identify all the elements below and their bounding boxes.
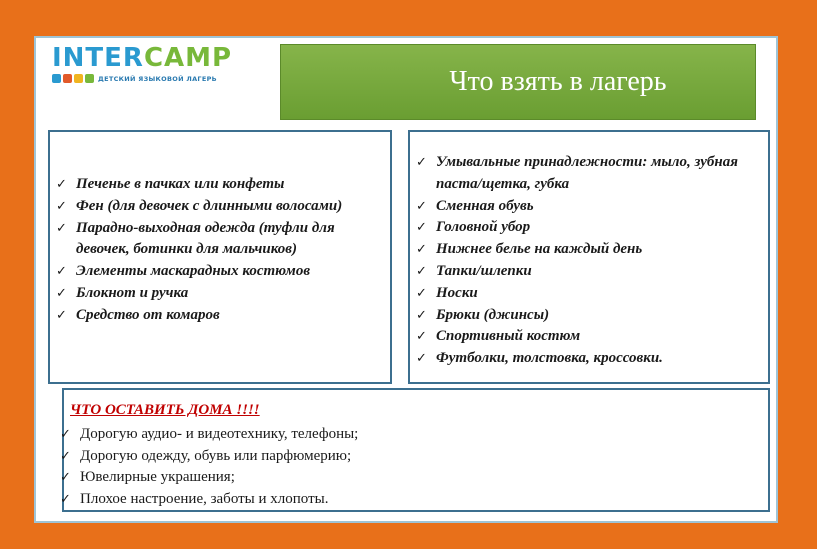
check-icon: ✓	[416, 198, 427, 214]
check-icon: ✓	[56, 220, 67, 236]
list-item	[50, 196, 380, 218]
list-item	[50, 283, 380, 305]
list-item	[50, 305, 380, 327]
list-item	[410, 239, 760, 261]
list-item	[410, 348, 760, 370]
logo-square-icon	[74, 74, 83, 83]
list-item-text: Футболки, толстовка, кроссовки.	[436, 350, 663, 367]
check-icon: ✓	[56, 177, 67, 192]
check-icon: ✓	[416, 285, 427, 301]
left-checklist	[50, 174, 380, 327]
check-icon: ✓	[60, 491, 71, 507]
check-icon: ✓	[416, 351, 427, 367]
list-item-text: Спортивный костюм	[436, 328, 581, 345]
logo-word-inter: INTER	[52, 43, 144, 73]
logo-square-icon	[63, 74, 72, 83]
check-icon: ✓	[60, 470, 71, 486]
check-icon: ✓	[56, 307, 67, 323]
list-item-text: Плохое настроение, заботы и хлопоты.	[80, 490, 329, 507]
list-item-text: Фен (для девочек с длинными волосами)	[76, 197, 343, 214]
list-item	[410, 283, 760, 305]
list-item-text: Головной убор	[436, 219, 531, 236]
slide	[34, 36, 778, 523]
leave-at-home-box	[62, 388, 770, 512]
list-item	[54, 467, 734, 489]
list-item	[54, 446, 734, 468]
logo-square-icon	[52, 74, 61, 83]
list-item	[50, 261, 380, 283]
check-icon: ✓	[416, 307, 427, 323]
list-item	[54, 424, 734, 446]
list-item-text: Элементы маскарадных костюмов	[76, 263, 311, 280]
list-item	[50, 174, 380, 196]
list-item-text: Сменная обувь	[436, 197, 534, 214]
list-item	[410, 152, 760, 196]
list-item	[50, 218, 380, 262]
list-item-text: Парадно-выходная одежда (туфли для девочек, ботинки для мальчиков)	[76, 219, 335, 258]
list-item-text: Средство от комаров	[76, 306, 220, 323]
logo-square-icon	[85, 74, 94, 83]
logo-subtitle-row	[52, 74, 232, 83]
leave-at-home-checklist	[54, 424, 734, 510]
check-icon: ✓	[56, 198, 67, 214]
list-item	[410, 196, 760, 218]
logo-subtitle: ДЕТСКИЙ ЯЗЫКОВОЙ ЛАГЕРЬ	[98, 74, 217, 83]
check-icon: ✓	[56, 264, 67, 280]
leave-at-home-heading: ЧТО ОСТАВИТЬ ДОМА !!!!	[70, 402, 260, 418]
list-item	[54, 489, 734, 511]
list-item-text: Печенье в пачках или конфеты	[76, 176, 285, 192]
check-icon: ✓	[416, 329, 427, 345]
list-item-text: Носки	[436, 284, 478, 301]
list-item-text: Нижнее белье на каждый день	[436, 241, 643, 258]
right-list-box	[408, 130, 770, 384]
logo-word-camp: CAMP	[143, 43, 233, 73]
check-icon: ✓	[60, 427, 71, 442]
check-icon: ✓	[416, 242, 427, 258]
list-item-text: Дорогую аудио- и видеотехнику, телефоны;	[80, 426, 359, 442]
list-item-text: Тапки/шлепки	[436, 262, 532, 279]
list-item	[410, 217, 760, 239]
check-icon: ✓	[60, 448, 71, 464]
check-icon: ✓	[56, 285, 67, 301]
check-icon: ✓	[416, 155, 427, 170]
left-list-box	[48, 130, 392, 384]
list-item-text: Брюки (джинсы)	[436, 306, 550, 323]
list-item-text: Блокнот и ручка	[76, 284, 189, 301]
logo-wordmark	[52, 44, 232, 72]
list-item-text: Умывальные принадлежности: мыло, зубная паста/щетка, губка	[436, 154, 738, 192]
check-icon: ✓	[416, 220, 427, 236]
check-icon: ✓	[416, 263, 427, 279]
logo-icons	[52, 74, 94, 83]
title-bar	[280, 44, 756, 120]
right-checklist	[410, 152, 760, 370]
list-item	[410, 326, 760, 348]
list-item	[410, 261, 760, 283]
intercamp-logo	[52, 44, 232, 94]
list-item-text: Ювелирные украшения;	[80, 469, 235, 486]
page-title: Что взять в лагерь	[449, 66, 667, 97]
list-item-text: Дорогую одежду, обувь или парфюмерию;	[80, 447, 352, 464]
list-item	[410, 305, 760, 327]
